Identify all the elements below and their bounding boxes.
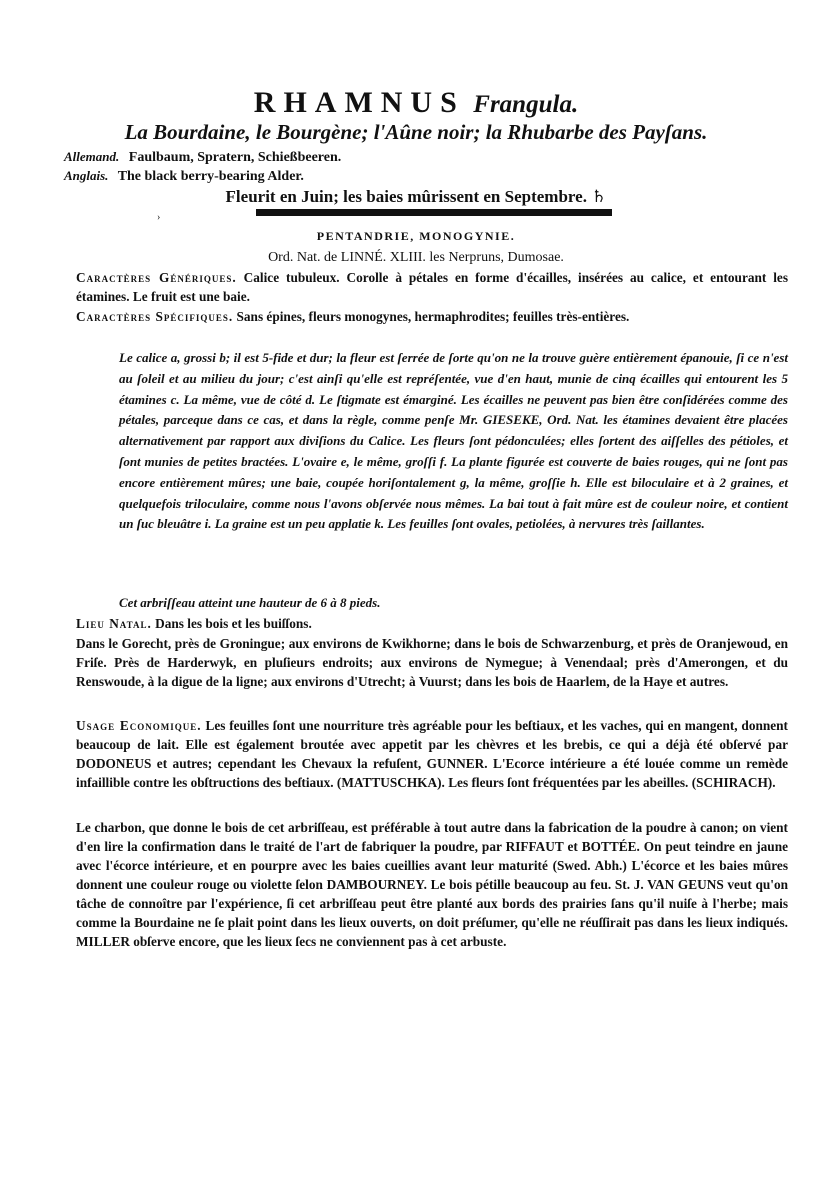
section-text: Dans les bois et les buiſſons. bbox=[155, 616, 312, 631]
natural-order: Ord. Nat. de LINNÉ. XLIII. les Nerpruns, Dumosae. bbox=[268, 250, 564, 265]
language-label: Anglais. bbox=[64, 168, 109, 183]
section-heading: Caractères Spécifiques. bbox=[76, 309, 234, 324]
section-text: Calice tubuleux. Corolle à pétales en forme d'écailles, insérées au calice, et entourant les étamines. Le fruit est une baie. bbox=[76, 270, 789, 304]
botanical-description: Le calice a, grossi b; il est 5-fide et dur; la fleur est ſerrée de ſorte qu'on ne la trouve guère entièrement épanouie, ſi ce n'est au ſoleil et au milieu du jour; c'est ainſi qu'elle est repréſentée, vue d'en haut, munie de cinq écailles qui entourent les 5 étamines c. La même, vue de côté d. Le ſtigmate est émarginé. Les écailles ne peuvent pas bien être conſidérées comme des pétales, parceque dans ce cas, et dans la règle, comme penſe Mr. GIESEKE, Ord. Nat. les étamines devaient être placées alternativement par rapport aux diviſions du Calice. Les fleurs ſont pédonculées; elles ſortent des aiſſelles des pétioles, et ſont munies de petites bractées. L'ovaire e, le même, groſſi f. La plante figurée est couverte de baies rouges, qui ne ſont pas encore entièrement mûres; une baie, coupée horiſontalement g, la même, groſſie h. Elle est biloculaire et à 2 graines, et quelquefois triloculaire, comme nous l'avons obſervée nous mêmes. La bai tout à fait mûre est de couleur noire, et contient un ſuc bleuâtre i. La graine est un peu applatie k. Les feuilles ſont ovales, petiolées, à nervures très ſaillantes. bbox=[119, 350, 788, 532]
description-height-note: Cet arbriſſeau atteint une hauteur de 6 à 8 pieds. bbox=[119, 595, 381, 610]
section-heading: Usage Economique. bbox=[76, 718, 202, 733]
page-title bbox=[0, 88, 832, 118]
section-text: Les feuilles ſont une nourriture très agréable pour les beſtiaux, et les vaches, qui en mangent, donnent beaucoup de lait. Elle est également broutée avec appetit par les chèvres et les brebis, ce qui a déjà été obſervé par DODONEUS et autres; cependant les Chevaux la refuſent, GUNNER. L'Ecorce intérieure a été louée comme un remède infaillible contre les obſtructions des beſtiaux. (MATTUSCHKA). Les fleurs ſont fréquentées par les abeilles. (SCHIRACH). bbox=[76, 718, 788, 790]
language-row-german bbox=[64, 150, 341, 165]
language-text: The black berry-bearing Alder. bbox=[117, 169, 304, 184]
species-name: Frangula. bbox=[473, 91, 579, 118]
section-heading: Caractères Génériques. bbox=[76, 270, 237, 285]
habitat-locations: Dans le Gorecht, près de Groningue; aux environs de Kwikhorne; dans le bois de Schwarzenburg, et près de Oranjewoud, en Friſe. Près de Harderwyk, en pluſieurs endroits; aux environs de Nymegue; à Venendaal; près d'Amerongen, et du Renswoude, à la digue de la ligne; aux environs d'Utrecht; à Vuurst; dans les bois de Haarlem, de la Haye et autres. bbox=[76, 636, 788, 689]
section-text: Sans épines, fleurs monogynes, hermaphrodites; feuilles très-entières. bbox=[236, 309, 630, 324]
generic-characters bbox=[76, 268, 788, 306]
language-text: Faulbaum, Spratern, Schießbeeren. bbox=[128, 150, 342, 165]
ornamental-rule bbox=[256, 209, 612, 216]
genus-name: RHAMNUS bbox=[253, 86, 465, 119]
language-row-english bbox=[64, 169, 304, 184]
common-names: La Bourdaine, le Bourgène; l'Aûne noir; la Rhubarbe des Payſans. bbox=[124, 120, 708, 144]
flowering-note: Fleurit en Juin; les baies mûrissent en Septembre. ♄ bbox=[225, 187, 607, 206]
margin-mark: › bbox=[157, 212, 161, 223]
section-heading: Lieu Natal. bbox=[76, 616, 152, 631]
linnaean-class: PENTANDRIE, MONOGYNIE. bbox=[316, 229, 516, 243]
charcoal-and-dye-paragraph: Le charbon, que donne le bois de cet arbriſſeau, est préférable à tout autre dans la fabrication de la poudre à canon; on vient d'en lire la confirmation dans le traité de l'art de fabriquer la poudre, par RIFFAUT et BOTTÉE. On peut teindre en jaune avec l'écorce intérieure, et en pourpre avec les baies cueillies avant leur maturité (Swed. Abh.) L'écorce et les baies mûres donnent une couleur rouge ou violette ſelon DAMBOURNEY. Le bois pétille beaucoup au feu. St. J. VAN GEUNS veut qu'on tâche de connoître par l'expérience, ſi cet arbriſſeau peut être planté aux bords des prairies ſans qu'il nuiſe à l'herbe; mais comme la Bourdaine ne ſe plait point dans les lieux ouverts, on doit préſumer, qu'elle ne réuſſirait pas dans les lieux indiqués. MILLER obſerve encore, que les lieux ſecs ne conviennent pas à cet arbuste. bbox=[76, 820, 788, 949]
economic-use-section bbox=[76, 716, 788, 792]
specific-characters bbox=[76, 307, 788, 326]
habitat-section bbox=[76, 614, 788, 633]
language-label: Allemand. bbox=[64, 149, 120, 164]
